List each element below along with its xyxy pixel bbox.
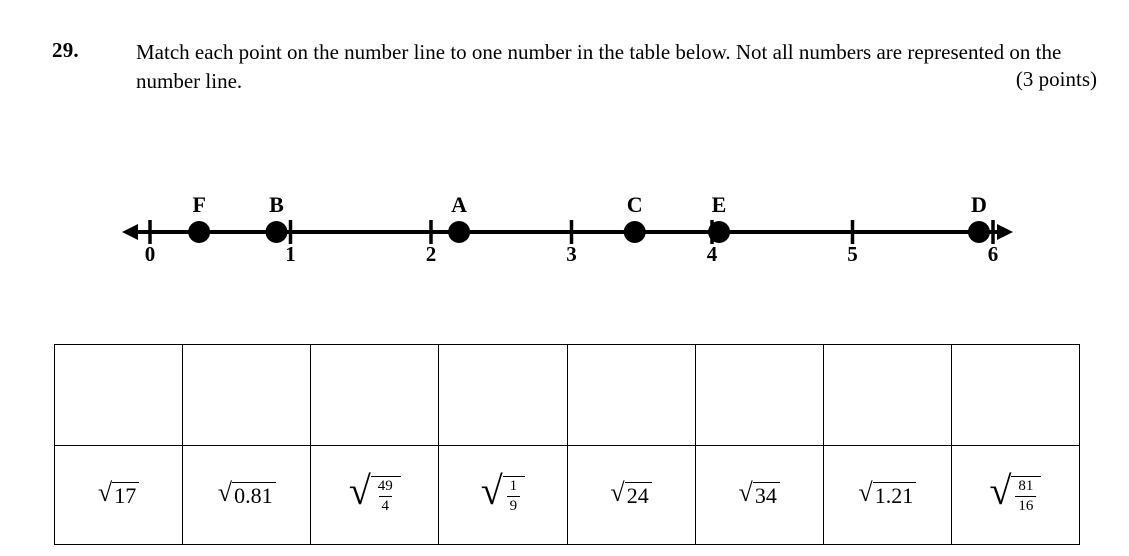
number-line — [0, 170, 1129, 280]
answer-cell-value[interactable] — [183, 446, 311, 545]
radical-expression — [738, 477, 780, 508]
number-line-tick-label: 0 — [144, 242, 156, 266]
answer-table — [54, 344, 1080, 545]
fraction-numerator: 81 — [1018, 477, 1034, 494]
radical-expression — [348, 467, 401, 515]
number-line-tick-label: 6 — [987, 242, 999, 266]
radicand: 17 — [112, 482, 139, 508]
answer-cell-value[interactable] — [567, 446, 695, 545]
radicand — [503, 476, 526, 515]
radical-sign-icon: √ — [348, 467, 371, 513]
number-line-point[interactable] — [624, 221, 646, 243]
radical-sign-icon: √ — [989, 467, 1012, 513]
radical-sign-icon: √ — [738, 477, 753, 507]
number-line-point-label: E — [711, 192, 727, 217]
number-line-point-label: B — [269, 192, 284, 217]
number-line-point[interactable] — [968, 221, 990, 243]
answer-cell-blank[interactable] — [183, 345, 311, 446]
number-line-point-label: D — [970, 192, 987, 217]
answer-cell-value[interactable] — [823, 446, 951, 545]
points-label: (3 points) — [1015, 67, 1097, 91]
number-line-graphic — [0, 170, 1129, 280]
answer-cell-value[interactable] — [311, 446, 439, 545]
radicand: 24 — [625, 482, 652, 508]
number-line-tick-label: 5 — [847, 242, 858, 266]
answer-cell-blank[interactable] — [439, 345, 567, 446]
answer-cell-blank[interactable] — [695, 345, 823, 446]
fraction-numerator: 49 — [377, 477, 393, 494]
question-text: Match each point on the number line to one number in the table below. Not all numbers are represented on the number line. — [136, 40, 1062, 93]
fraction-denominator: 4 — [379, 496, 393, 515]
answer-cell-blank[interactable] — [951, 345, 1079, 446]
radical-expression — [480, 467, 525, 515]
number-line-tick-label: 1 — [285, 242, 296, 266]
number-line-point[interactable] — [188, 221, 210, 243]
radical-sign-icon: √ — [217, 477, 233, 507]
fraction-denominator: 9 — [507, 496, 521, 515]
answer-cell-blank[interactable] — [55, 345, 183, 446]
number-line-point-label: C — [626, 192, 643, 217]
answer-cell-blank[interactable] — [823, 345, 951, 446]
fraction-numerator: 1 — [509, 477, 518, 494]
fraction — [373, 478, 398, 515]
answer-cell-blank[interactable] — [567, 345, 695, 446]
number-line-point-label: A — [451, 192, 468, 217]
fraction — [505, 478, 523, 515]
radical-sign-icon: √ — [610, 477, 625, 507]
table-row-blank — [55, 345, 1080, 446]
radicand: 0.81 — [232, 482, 276, 508]
answer-cell-value[interactable] — [55, 446, 183, 545]
number-line-point[interactable] — [708, 221, 730, 243]
radical-expression — [858, 477, 916, 508]
answer-cell-value[interactable] — [695, 446, 823, 545]
answer-cell-blank[interactable] — [311, 345, 439, 446]
fraction — [1013, 478, 1038, 515]
radicand: 34 — [753, 482, 780, 508]
radicand — [371, 476, 401, 515]
radical-sign-icon: √ — [97, 477, 113, 507]
question-number: 29. — [52, 38, 79, 62]
answer-cell-value[interactable] — [951, 446, 1079, 545]
answer-cell-value[interactable] — [439, 446, 567, 545]
radical-expression — [989, 467, 1041, 515]
number-line-tick-label: 4 — [706, 242, 718, 266]
radicand: 1.21 — [873, 482, 917, 508]
number-line-tick-label: 2 — [425, 242, 437, 266]
radical-sign-icon: √ — [858, 477, 873, 507]
radical-sign-icon: √ — [480, 467, 503, 513]
fraction-denominator: 16 — [1015, 496, 1036, 515]
number-line-tick-label: 3 — [566, 242, 577, 266]
radical-expression — [610, 477, 651, 508]
radical-expression — [217, 477, 276, 508]
radical-expression — [97, 477, 139, 508]
number-line-point-label: F — [192, 192, 206, 217]
number-line-point[interactable] — [265, 221, 287, 243]
radicand — [1011, 476, 1041, 515]
table-row-values — [55, 446, 1080, 545]
number-line-point[interactable] — [448, 221, 470, 243]
